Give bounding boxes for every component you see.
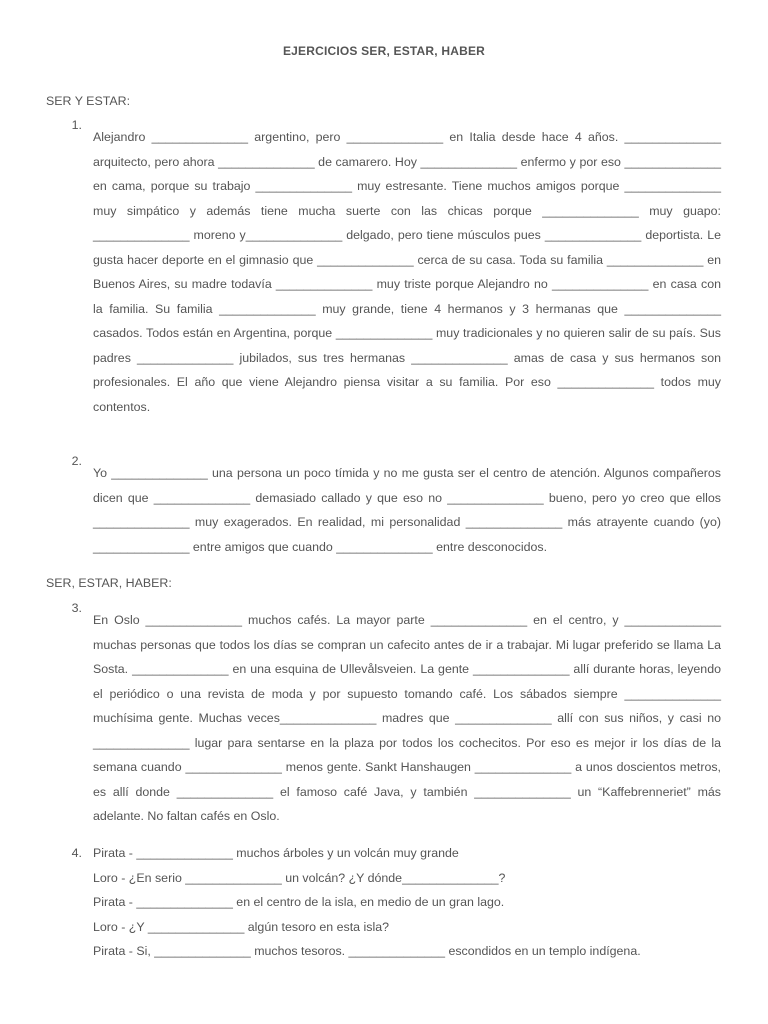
exercise-number: 4. [71,846,82,860]
dialog-line: Pirata - ______________ muchos árboles y un volcán muy grande [93,846,459,860]
dialog-line: Pirata - Si, ______________ muchos tesoros. ______________ escondidos en un templo indígena. [93,944,641,958]
dialog-line: Loro - ¿En serio ______________ un volcán? ¿Y dónde______________? [93,870,506,885]
exercise-2-text [93,449,721,572]
dialog-line: Pirata - ______________ en el centro de la isla, en medio de un gran lago. [93,895,505,909]
dialog-line: Loro - ¿Y ______________ algún tesoro en esta isla? [93,919,389,934]
exercise-4-dialog [93,841,721,964]
exercise-paragraph: Alejandro ______________ argentino, pero ______________ en Italia desde hace 4 años. ______________ arquitecto, pero ahora ______________ de camarero. Hoy ______________ enfermo y por eso ______________ en cama, porque su trabajo ______________ muy estresante. Tiene muchos amigos porque ______________ muy simpático y además tiene mucha suerte con las chicas porque ______________ muy guapo: ______________ moreno y______________ delgado, pero tiene músculos pues ______________ deportista. Le gusta hacer deporte en el gimnasio que ______________ cerca de su casa. Toda su familia ______________ en Buenos Aires, su madre todavía ______________ muy triste porque Alejandro no ______________ en casa con la familia. Su familia ______________ muy grande, tiene 4 hermanos y 3 hermanas que ______________ casados. Todos están en Argentina, porque ______________ muy tradicionales y no quieren salir de su país. Sus padres ______________ jubilados, sus tres hermanas ______________ amas de casa y sus hermanos son profesionales. El año que viene Alejandro piensa visitar a su familia. Por eso ______________ todos muy contentos. [93,130,721,414]
exercise-3-text [93,596,721,841]
exercise-number: 1. [71,118,82,132]
section-heading-ser-estar-haber: SER, ESTAR, HABER: [46,576,172,590]
exercise-paragraph: Yo ______________ una persona un poco tímida y no me gusta ser el centro de atención. Algunos compañeros dicen que ______________ demasiado callado y que eso no ______________ bueno, pero yo creo que ellos ______________ muy exagerados. En realidad, mi personalidad ______________ más atrayente cuando (yo) ______________ entre amigos que cuando ______________ entre desconocidos. [93,466,721,554]
exercise-number: 3. [71,601,82,615]
exercise-paragraph: En Oslo ______________ muchos cafés. La mayor parte ______________ en el centro, y ______________ muchas personas que todos los días se compran un cafecito antes de ir a trabajar. Mi lugar preferido se llama La Sosta. ______________ en una esquina de Ullevålsveien. La gente ______________ allí durante horas, leyendo el periódico o una revista de moda y por supuesto tomando café. Los sábados siempre ______________ muchísima gente. Muchas veces______________ madres que ______________ allí con sus niños, y casi no ______________ lugar para sentarse en la plaza por todos los cochecitos. Por eso es mejor ir los días de la semana cuando ______________ menos gente. Sankt Hanshaugen ______________ a unos doscientos metros, es allí donde ______________ el famoso café Java, y también ______________ un “Kaffebrenneriet” más adelante. No faltan cafés en Oslo. [93,613,721,824]
exercise-number: 2. [71,454,82,468]
exercise-1-text [93,113,721,432]
page-title: EJERCICIOS SER, ESTAR, HABER [282,44,486,58]
section-heading-ser-estar: SER Y ESTAR: [46,94,131,108]
